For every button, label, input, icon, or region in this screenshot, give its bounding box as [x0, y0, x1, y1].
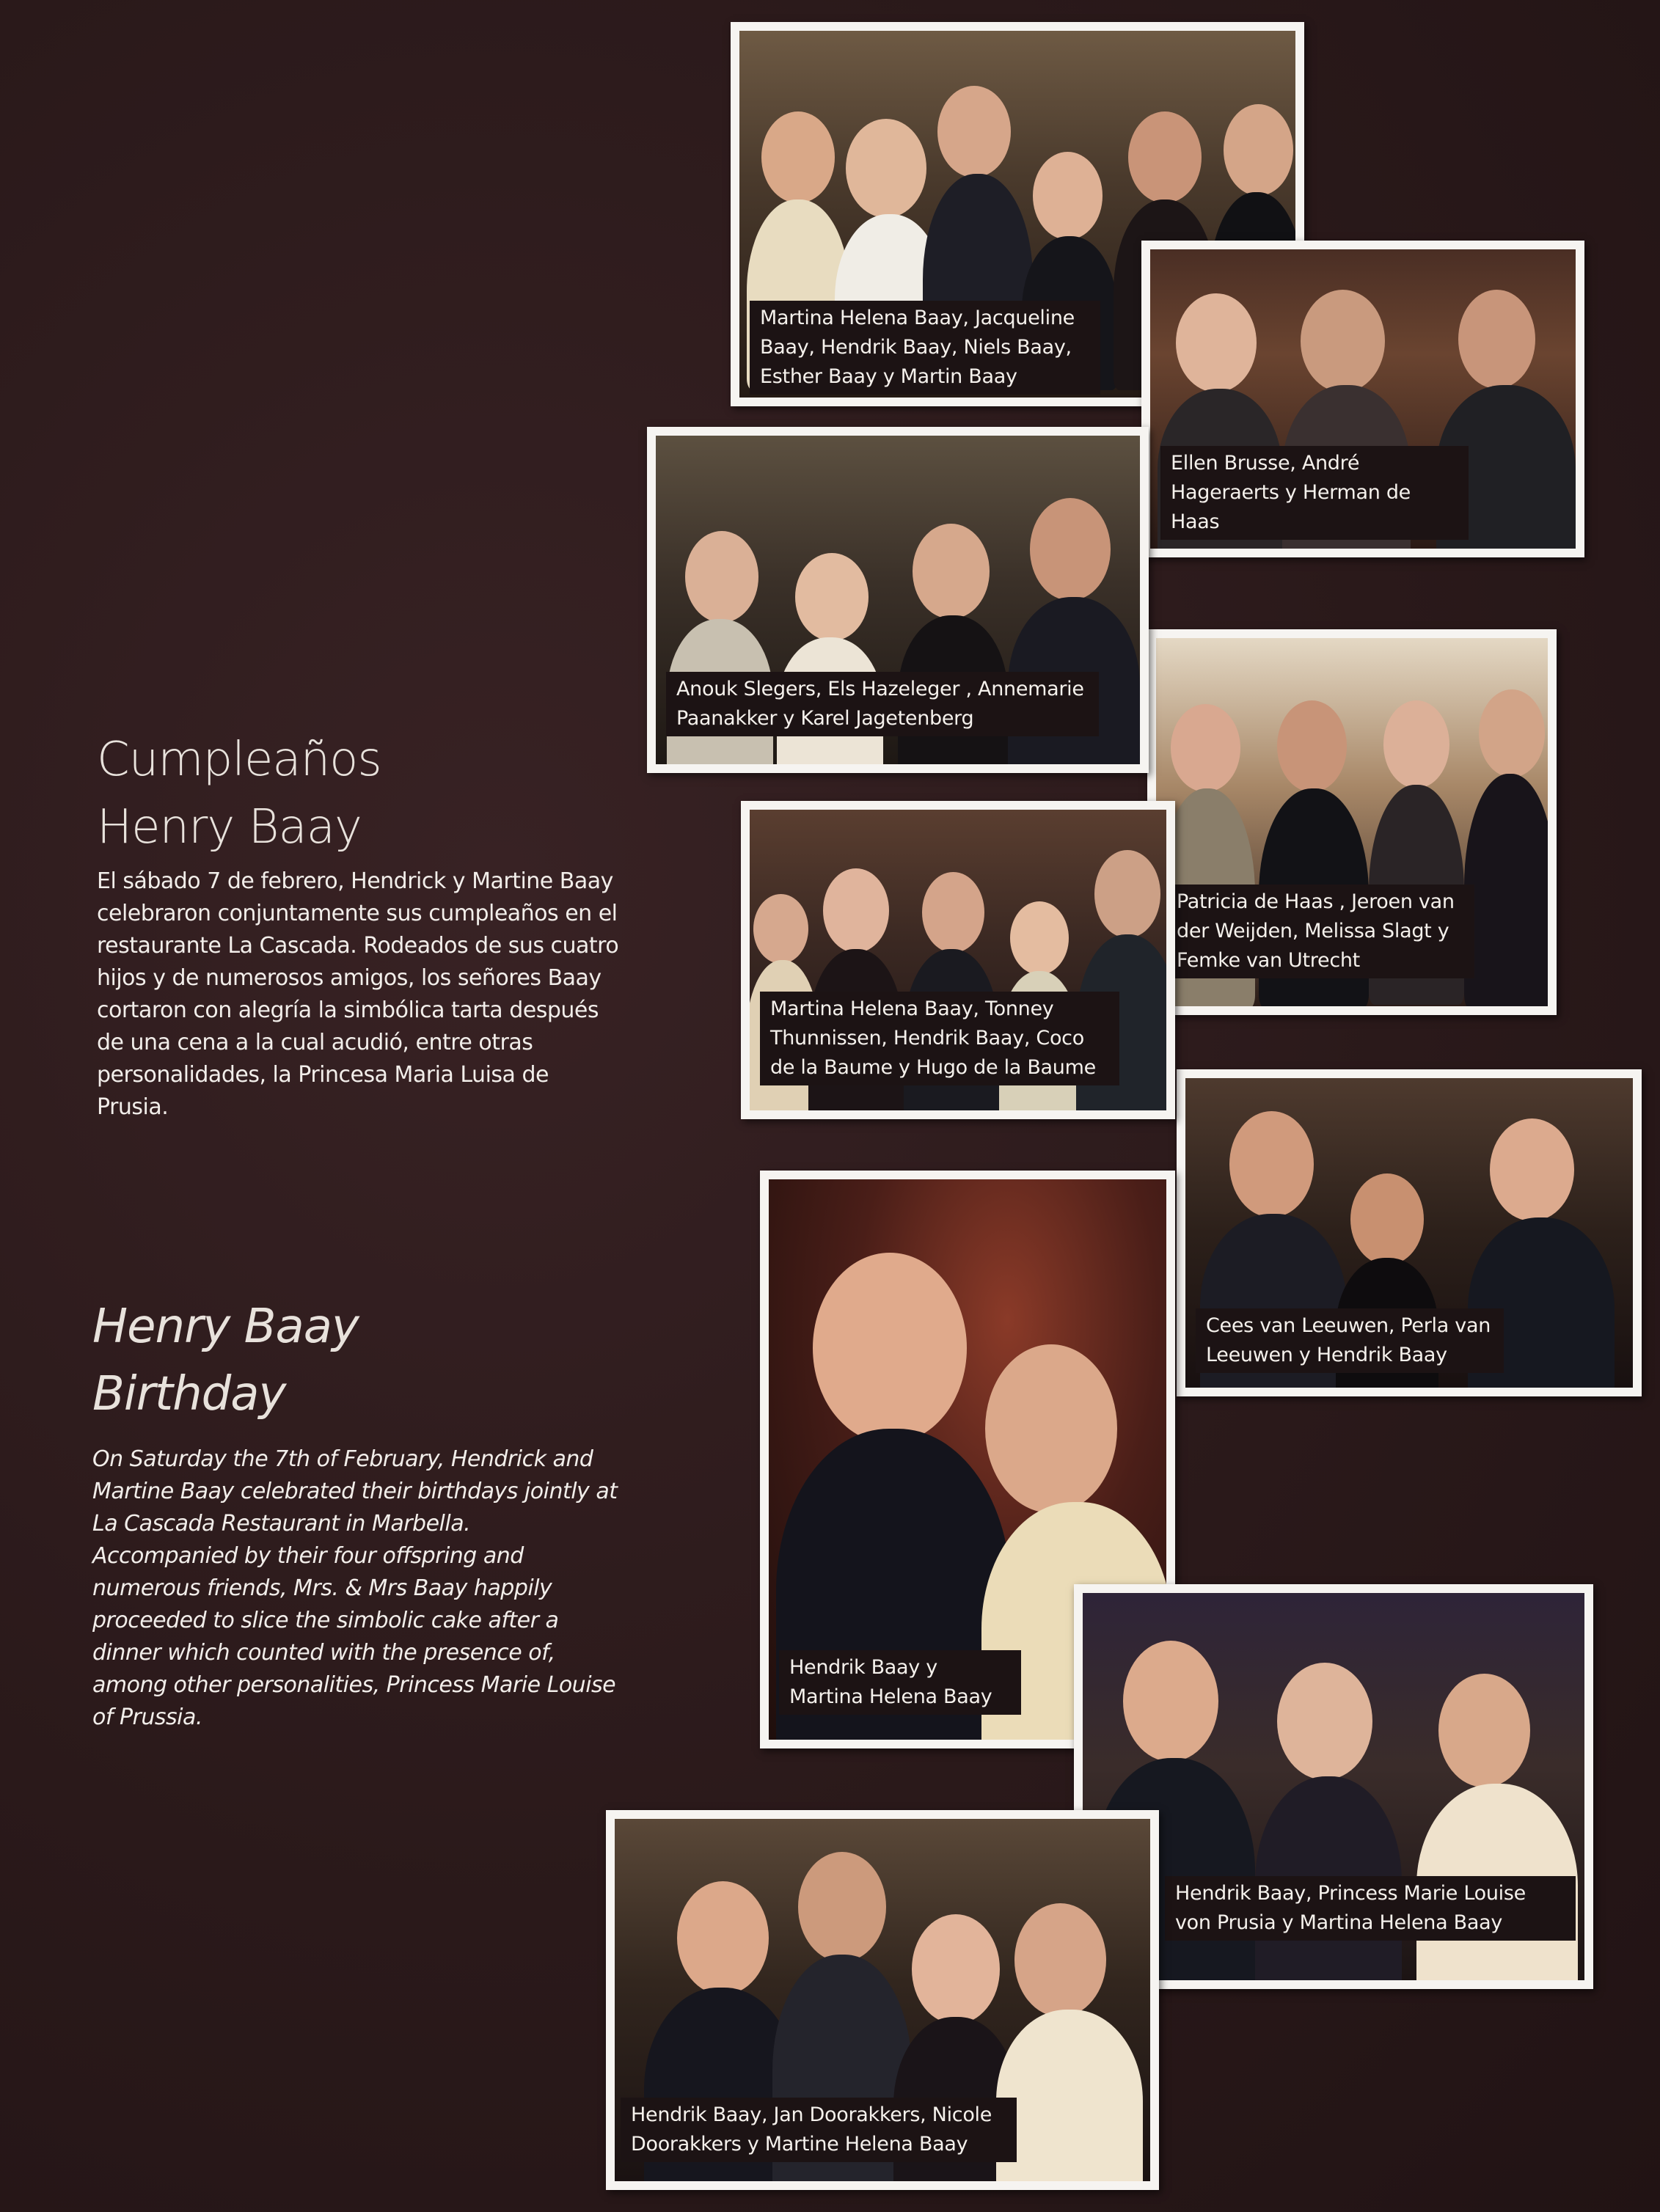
photo-caption: Hendrik Baay y Martina Helena Baay: [779, 1650, 1021, 1715]
photo-cees-van-leeuwen: [1177, 1069, 1642, 1396]
photo-anouk-slegers: [647, 427, 1149, 773]
photo-ellen-brusse: [1141, 241, 1584, 557]
photo-patricia-de-haas: [1147, 629, 1557, 1015]
heading-spanish-line2: Henry Baay: [97, 800, 362, 854]
photo-caption: Patricia de Haas , Jeroen van der Weijden, Melissa Slagt y Femke van Utrecht: [1166, 885, 1474, 978]
heading-english-line1: Henry Baay: [92, 1300, 359, 1354]
photo-caption: Martina Helena Baay, Tonney Thunnissen, Hendrik Baay, Coco de la Baume y Hugo de la Baume: [760, 992, 1119, 1085]
photo-caption: Anouk Slegers, Els Hazeleger , Annemarie Paanakker y Karel Jagetenberg: [666, 672, 1099, 736]
photo-caption: Ellen Brusse, André Hageraerts y Herman de Haas: [1160, 446, 1469, 540]
photo-caption: Hendrik Baay, Jan Doorakkers, Nicole Doorakkers y Martine Helena Baay: [621, 2098, 1017, 2162]
body-text-english: On Saturday the 7th of February, Hendrick and Martine Baay celebrated their birthdays jointly at La Cascada Restaurant in Marbella. Accompanied by their four offspring and numerous friends, Mrs. & Mrs Baay happily proceeded to slice the simbolic cake after a dinner which counted with the presence of, among other personalities, Princess Marie Louise of Prussia.: [92, 1446, 618, 1730]
photo-caption: Cees van Leeuwen, Perla van Leeuwen y Hendrik Baay: [1196, 1308, 1504, 1373]
photo-caption: Hendrik Baay, Princess Marie Louise von Prusia y Martina Helena Baay: [1165, 1876, 1576, 1941]
heading-english: [92, 1293, 359, 1428]
photo-jan-doorakkers: [606, 1810, 1159, 2190]
body-text-spanish: El sábado 7 de febrero, Hendrick y Martine Baay celebraron conjuntamente sus cumpleaños en el restaurante La Cascada. Rodeados de sus cuatro hijos y de numerosos amigos, los señores Baay cortaron con alegría la simbólica tarta después de una cena a la cual acudió, entre otras personalidades, la Princesa Maria Luisa de Prusia.: [97, 868, 619, 1120]
photo-caption: Martina Helena Baay, Jacqueline Baay, Hendrik Baay, Niels Baay, Esther Baay y Martin Baay: [750, 301, 1100, 395]
photo-coco-de-la-baume: [741, 801, 1175, 1119]
heading-spanish: [97, 726, 381, 861]
heading-english-line2: Birthday: [92, 1367, 286, 1421]
heading-spanish-line1: Cumpleaños: [97, 733, 381, 787]
